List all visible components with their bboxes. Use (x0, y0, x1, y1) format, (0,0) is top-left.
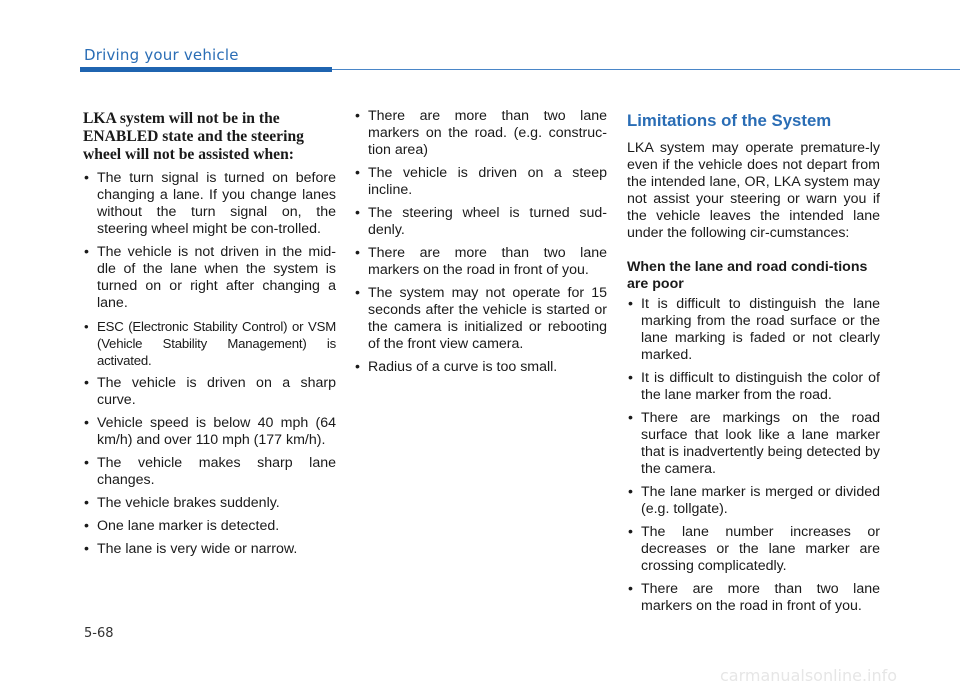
lka-not-enabled-list-continued (354, 108, 607, 376)
bullet-icon: • (628, 296, 633, 312)
section-label: Driving your vehicle (84, 46, 239, 64)
bullet-icon: • (84, 319, 89, 334)
list-item: • The vehicle makes sharp lane changes. (84, 455, 336, 488)
column-1 (83, 108, 336, 564)
bullet-icon: • (84, 375, 89, 391)
list-item: • There are more than two lane markers on the road in front of you. (355, 245, 607, 278)
bullet-icon: • (355, 108, 360, 124)
watermark: carmanualsonline.info (720, 666, 898, 685)
list-item: • The lane number increases or decreases or the lane marker are crossing complicatedly. (628, 524, 880, 574)
bullet-icon: • (628, 484, 633, 500)
bullet-icon: • (84, 415, 89, 431)
list-item: • There are markings on the road surface that look like a lane marker that is inadvertently being detected by the camera. (628, 410, 880, 477)
list-item: • Vehicle speed is below 40 mph (64 km/h) and over 110 mph (177 km/h). (84, 415, 336, 448)
list-item: • The lane is very wide or narrow. (84, 541, 298, 557)
lka-not-enabled-heading: LKA system will not be in the ENABLED state and the steering wheel will not be assisted when: (83, 110, 304, 163)
list-item: • There are more than two lane markers on the road. (e.g. construc-tion area) (355, 108, 607, 158)
list-item: • ESC (Electronic Stability Control) or VSM (Vehicle Stability Management) is activated. (84, 319, 336, 368)
list-item: • It is difficult to distinguish the lane marking from the road surface or the lane marking is faded or not clearly marked. (628, 296, 880, 363)
list-item: • The system may not operate for 15 seconds after the vehicle is started or the camera is initialized or rebooting of the front view camera. (355, 285, 607, 352)
list-item: • One lane marker is detected. (84, 518, 280, 534)
header-rule-thin (332, 69, 960, 70)
list-item: • The turn signal is turned on before changing a lane. If you change lanes without the turn signal on, the steering wheel might be con-trolled. (84, 170, 336, 237)
bullet-icon: • (628, 524, 633, 540)
list-item: • It is difficult to distinguish the color of the lane marker from the road. (628, 370, 880, 403)
bullet-icon: • (84, 518, 89, 534)
bullet-icon: • (628, 410, 633, 426)
column-3 (627, 108, 880, 621)
list-item: • The vehicle is driven on a sharp curve. (84, 375, 336, 408)
list-item: • The lane marker is merged or divided (e.g. tollgate). (628, 484, 880, 517)
bullet-icon: • (628, 370, 633, 386)
limitations-intro: LKA system may operate premature-ly even if the vehicle does not depart from the intended lane, OR, LKA system may not assist your steering or warn you if the vehicle leaves the intended lane under the following cir-cumstances: (627, 140, 880, 241)
list-item: • The vehicle is not driven in the mid-dle of the lane when the system is turned on or right after changing a lane. (84, 244, 336, 311)
poor-conditions-list (627, 296, 880, 615)
bullet-icon: • (84, 495, 89, 511)
page-number: 5-68 (84, 626, 114, 641)
bullet-icon: • (355, 205, 360, 221)
poor-conditions-subheading: When the lane and road condi-tions are poor (627, 259, 868, 292)
bullet-icon: • (84, 455, 89, 471)
bullet-icon: • (84, 170, 89, 186)
list-item: • Radius of a curve is too small. (355, 359, 558, 375)
header-rule-thick (80, 67, 332, 72)
list-item: • The vehicle is driven on a steep incline. (355, 165, 607, 198)
list-item: • The steering wheel is turned sud-denly. (355, 205, 607, 238)
bullet-icon: • (355, 285, 360, 301)
list-item: • The vehicle brakes suddenly. (84, 495, 280, 511)
list-item: • There are more than two lane markers on the road in front of you. (628, 581, 880, 614)
lka-not-enabled-list (83, 170, 336, 558)
bullet-icon: • (628, 581, 633, 597)
bullet-icon: • (355, 165, 360, 181)
bullet-icon: • (84, 244, 89, 260)
bullet-icon: • (355, 359, 360, 375)
bullet-icon: • (355, 245, 360, 261)
limitations-heading: Limitations of the System (627, 111, 832, 130)
column-2 (354, 108, 607, 382)
bullet-icon: • (84, 541, 89, 557)
